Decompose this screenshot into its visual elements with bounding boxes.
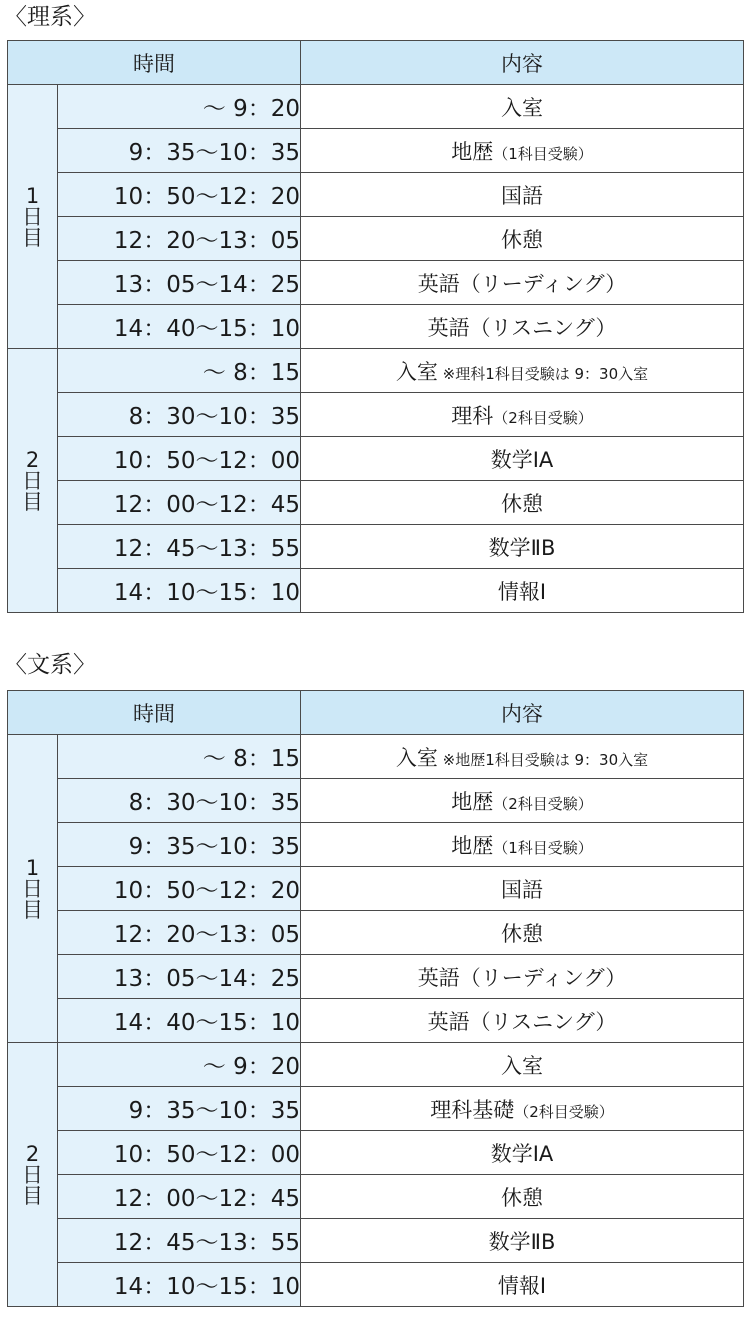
time-cell: 14：40〜15：10: [58, 999, 301, 1043]
content-main: 理科基礎: [430, 1097, 515, 1122]
content-cell: [301, 173, 744, 217]
content-cell: [301, 569, 744, 613]
day-suffix: [8, 204, 57, 250]
day-suffix: [8, 468, 57, 514]
table-row: [8, 393, 744, 437]
content-cell: [301, 525, 744, 569]
day-suffix-char: 日: [22, 1162, 43, 1187]
table-row: [8, 735, 744, 779]
time-cell: 10：50〜12：20: [58, 867, 301, 911]
content-main: 入室: [395, 359, 438, 384]
time-cell: 14：10〜15：10: [58, 1263, 301, 1307]
content-cell: [301, 349, 744, 393]
table-row: [8, 779, 744, 823]
content-main: 国語: [501, 183, 543, 208]
header-time: 時間: [8, 691, 301, 735]
content-note: ※理科1科目受験は 9：30入室: [437, 364, 649, 383]
content-main: 情報Ⅰ: [497, 1273, 547, 1298]
table-row: [8, 1131, 744, 1175]
header-content: 内容: [301, 41, 744, 85]
time-cell: 12：00〜12：45: [58, 481, 301, 525]
content-cell: [301, 261, 744, 305]
table-row: [8, 823, 744, 867]
content-main: 数学ⅡB: [488, 535, 556, 560]
day-suffix-char: 日: [22, 876, 43, 901]
content-main: 入室: [501, 1053, 543, 1078]
time-cell: 12：45〜13：55: [58, 1219, 301, 1263]
time-cell: 9：35〜10：35: [58, 1087, 301, 1131]
time-cell: 〜 8：15: [58, 349, 301, 393]
table-row: [8, 911, 744, 955]
day-suffix: [8, 1162, 57, 1208]
content-cell: [301, 779, 744, 823]
content-cell: [301, 1263, 744, 1307]
day-suffix-char: 目: [22, 225, 43, 250]
table-row: [8, 867, 744, 911]
content-main: 数学ⅠA: [490, 447, 554, 472]
content-cell: [301, 1219, 744, 1263]
content-cell: [301, 735, 744, 779]
day-suffix-char: 日: [22, 204, 43, 229]
table-row: [8, 437, 744, 481]
content-cell: [301, 1131, 744, 1175]
table-row: [8, 569, 744, 613]
time-cell: 〜 9：20: [58, 1043, 301, 1087]
content-cell: [301, 393, 744, 437]
day-suffix-char: 目: [22, 489, 43, 514]
day-number: 2: [25, 1141, 40, 1166]
time-cell: 13：05〜14：25: [58, 955, 301, 999]
time-cell: 8：30〜10：35: [58, 779, 301, 823]
time-cell: 〜 9：20: [58, 85, 301, 129]
content-note: （2科目受験）: [493, 408, 593, 427]
table-row: [8, 1043, 744, 1087]
day-suffix-char: 日: [22, 468, 43, 493]
content-main: 地歴: [451, 139, 494, 164]
content-main: 理科: [451, 403, 494, 428]
content-main: 地歴: [451, 789, 494, 814]
content-main: 休憩: [501, 1185, 543, 1210]
content-note: （1科目受験）: [493, 838, 593, 857]
time-cell: 13：05〜14：25: [58, 261, 301, 305]
time-cell: 8：30〜10：35: [58, 393, 301, 437]
content-main: 地歴: [451, 833, 494, 858]
content-cell: [301, 911, 744, 955]
table-row: [8, 261, 744, 305]
time-cell: 10：50〜12：00: [58, 1131, 301, 1175]
content-main: 英語（リーディング）: [417, 965, 627, 990]
content-cell: [301, 999, 744, 1043]
section-title-science: 〈理系〉: [4, 4, 96, 30]
day-suffix-char: 目: [22, 897, 43, 922]
content-note: ※地歴1科目受験は 9：30入室: [437, 750, 649, 769]
content-cell: [301, 305, 744, 349]
schedule-table-humanities: [7, 690, 744, 1307]
content-cell: [301, 1175, 744, 1219]
time-cell: 12：00〜12：45: [58, 1175, 301, 1219]
content-main: 国語: [501, 877, 543, 902]
content-cell: [301, 1043, 744, 1087]
table-row: [8, 129, 744, 173]
day-suffix: [8, 876, 57, 922]
day-suffix-char: 目: [22, 1183, 43, 1208]
content-note: （2科目受験）: [514, 1102, 614, 1121]
content-cell: [301, 867, 744, 911]
time-cell: 14：40〜15：10: [58, 305, 301, 349]
schedule-table-science: [7, 40, 744, 613]
table-row: [8, 305, 744, 349]
header-content: 内容: [301, 691, 744, 735]
time-cell: 12：45〜13：55: [58, 525, 301, 569]
table-row: [8, 481, 744, 525]
time-cell: 9：35〜10：35: [58, 129, 301, 173]
time-cell: 10：50〜12：00: [58, 437, 301, 481]
table-header-row: [8, 691, 744, 735]
table-row: [8, 1263, 744, 1307]
section-title-humanities: 〈文系〉: [4, 652, 96, 678]
content-cell: [301, 217, 744, 261]
content-main: 休憩: [501, 491, 543, 516]
table-row: [8, 1087, 744, 1131]
table-row: [8, 999, 744, 1043]
content-main: 数学ⅠA: [490, 1141, 554, 1166]
content-main: 入室: [395, 745, 438, 770]
day-label-cell: [8, 735, 58, 1043]
content-cell: [301, 437, 744, 481]
day-number: 2: [25, 447, 40, 472]
content-note: （2科目受験）: [493, 794, 593, 813]
content-main: 英語（リスニング）: [427, 315, 617, 340]
content-main: 入室: [501, 95, 543, 120]
time-cell: 14：10〜15：10: [58, 569, 301, 613]
day-number: 1: [25, 855, 40, 880]
content-note: （1科目受験）: [493, 144, 593, 163]
content-cell: [301, 481, 744, 525]
content-main: 情報Ⅰ: [497, 579, 547, 604]
day-label-cell: [8, 85, 58, 349]
time-cell: 10：50〜12：20: [58, 173, 301, 217]
content-main: 休憩: [501, 227, 543, 252]
time-cell: 9：35〜10：35: [58, 823, 301, 867]
header-time: 時間: [8, 41, 301, 85]
day-label-cell: [8, 1043, 58, 1307]
content-cell: [301, 85, 744, 129]
content-cell: [301, 129, 744, 173]
content-main: 数学ⅡB: [488, 1229, 556, 1254]
table-header-row: [8, 41, 744, 85]
time-cell: 〜 8：15: [58, 735, 301, 779]
content-main: 休憩: [501, 921, 543, 946]
day-number: 1: [25, 183, 40, 208]
table-row: [8, 217, 744, 261]
time-cell: 12：20〜13：05: [58, 911, 301, 955]
table-row: [8, 955, 744, 999]
table-row: [8, 173, 744, 217]
table-row: [8, 85, 744, 129]
table-row: [8, 1175, 744, 1219]
table-row: [8, 349, 744, 393]
table-row: [8, 1219, 744, 1263]
content-main: 英語（リスニング）: [427, 1009, 617, 1034]
table-row: [8, 525, 744, 569]
day-label-cell: [8, 349, 58, 613]
content-cell: [301, 955, 744, 999]
time-cell: 12：20〜13：05: [58, 217, 301, 261]
content-cell: [301, 823, 744, 867]
content-main: 英語（リーディング）: [417, 271, 627, 296]
content-cell: [301, 1087, 744, 1131]
